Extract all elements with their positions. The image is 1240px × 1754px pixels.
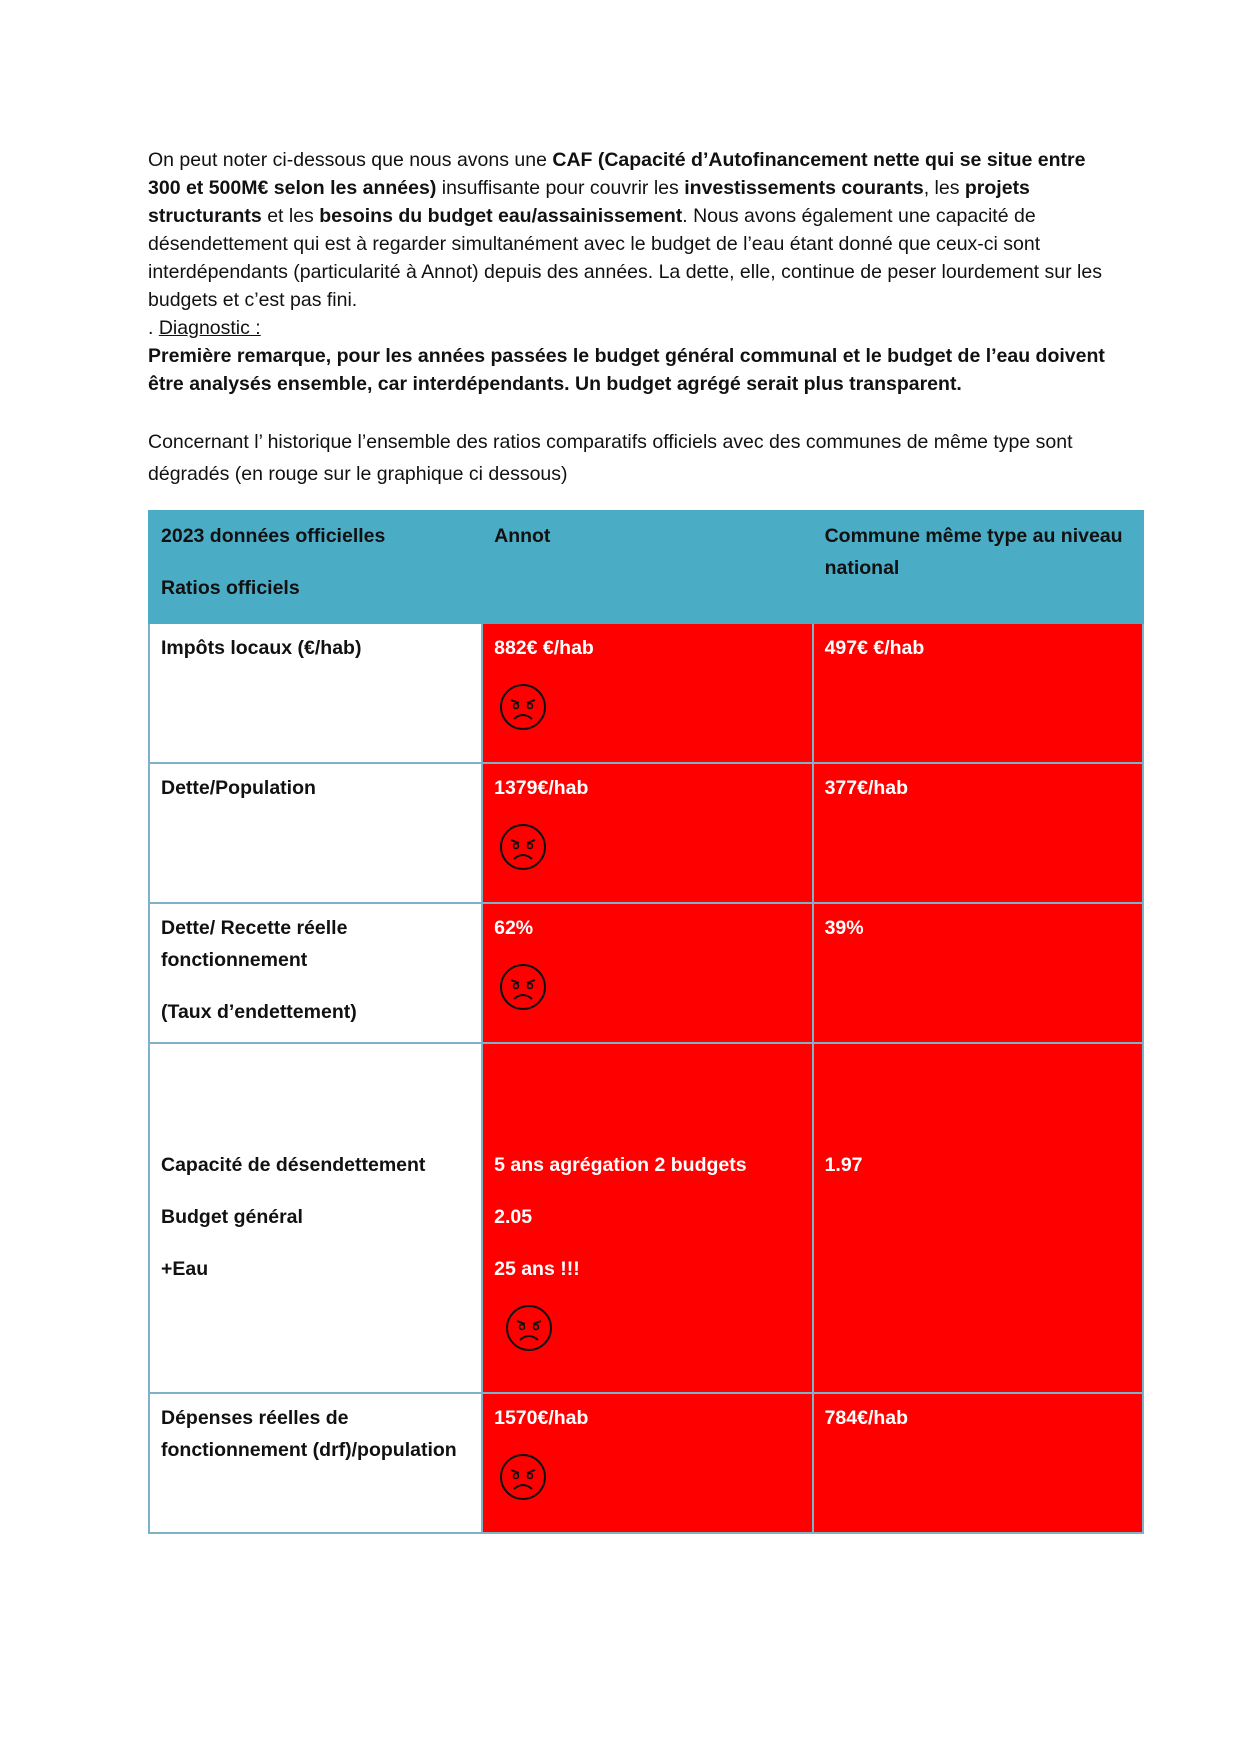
national-value: 39%: [813, 903, 1143, 1043]
intro-text: . Nous avons également une capacité de désendettement qui est à regarder simultanément avec le budget de l’eau étant donné que ceux-ci sont interdépendants (particularité à Annot) depuis des années. La dette, elle, continue de peser lourdement sur les budgets et c’est pas fini.: [148, 205, 1102, 311]
intro-bold: investissements courants: [684, 177, 924, 199]
intro-bold: CAF (Capacité d’Autofinancement nette qui se situe entre 300 et 500M€ selon les années): [148, 149, 1086, 199]
row-label: [149, 763, 482, 903]
intro-text: insuffisante pour couvrir les: [436, 177, 685, 199]
row-label-text: Dépenses réelles de fonctionnement (drf)/population: [161, 1407, 457, 1461]
intro-bold: projets structurants: [148, 177, 1030, 227]
diagnostic-heading: [148, 314, 1108, 342]
annot-value-cell: [482, 1393, 812, 1533]
angry-face-icon: [504, 1303, 554, 1353]
annot-value-cell: [482, 763, 812, 903]
table-row: [149, 903, 1143, 1043]
row-label-text: Dette/ Recette réelle fonctionnement: [161, 917, 348, 971]
annot-value-cell: [482, 903, 812, 1043]
row-label-text: Capacité de désendettement: [161, 1154, 426, 1176]
header-annot: Annot: [482, 511, 812, 623]
row-label: [149, 903, 482, 1043]
national-value: 1.97: [813, 1043, 1143, 1393]
first-remark: Première remarque, pour les années passées le budget général communal et le budget de l’eau doivent être analysés ensemble, car interdépendants. Un budget agrégé serait plus transparent.: [148, 345, 1105, 395]
row-label-subtext: (Taux d’endettement): [161, 1001, 357, 1023]
concern-paragraph: Concernant l’ historique l’ensemble des ratios comparatifs officiels avec des communes de même type sont dégradés (en rouge sur le graphique ci dessous): [148, 431, 1073, 485]
intro-bold: besoins du budget eau/assainissement: [319, 205, 683, 227]
national-value: 497€ €/hab: [813, 623, 1143, 763]
angry-face-icon: [498, 962, 548, 1012]
table-header-row: [149, 511, 1143, 623]
table-row: [149, 1043, 1143, 1393]
national-value: 377€/hab: [813, 763, 1143, 903]
header-national: Commune même type au niveau national: [813, 511, 1143, 623]
angry-face-icon: [498, 682, 548, 732]
national-value: 784€/hab: [813, 1393, 1143, 1533]
row-label-text: Impôts locaux (€/hab): [161, 637, 362, 659]
intro-section: [148, 146, 1108, 398]
annot-value-cell: [482, 623, 812, 763]
annot-value: 2.05: [494, 1206, 533, 1228]
intro-text: et les: [261, 205, 320, 227]
annot-value: 882€ €/hab: [494, 637, 594, 659]
annot-value: 62%: [494, 917, 534, 939]
annot-value-cell: [482, 1043, 812, 1393]
intro-text: On peut noter ci-dessous que nous avons une: [148, 149, 553, 171]
annot-value: 1570€/hab: [494, 1407, 589, 1429]
intro-text: , les: [923, 177, 965, 199]
row-label: [149, 1393, 482, 1533]
header-ratios-label: Ratios officiels: [161, 577, 300, 599]
table-row: [149, 1393, 1143, 1533]
header-year: 2023 données officielles: [161, 525, 386, 547]
table-row: [149, 623, 1143, 763]
intro-paragraph: [148, 146, 1108, 314]
row-label-subtext: +Eau: [161, 1258, 209, 1280]
annot-value: 5 ans agrégation 2 budgets: [494, 1154, 747, 1176]
header-ratios: [149, 511, 482, 623]
row-label: [149, 623, 482, 763]
row-label-text: Dette/Population: [161, 777, 316, 799]
angry-face-icon: [498, 822, 548, 872]
annot-value: 1379€/hab: [494, 777, 589, 799]
ratios-table: [148, 510, 1144, 1534]
row-label-subtext: Budget général: [161, 1206, 303, 1228]
table-row: [149, 763, 1143, 903]
diagnostic-label: Diagnostic :: [158, 317, 261, 339]
row-label: [149, 1043, 482, 1393]
annot-value: 25 ans !!!: [494, 1258, 580, 1280]
angry-face-icon: [498, 1452, 548, 1502]
diagnostic-prefix: .: [148, 317, 159, 339]
